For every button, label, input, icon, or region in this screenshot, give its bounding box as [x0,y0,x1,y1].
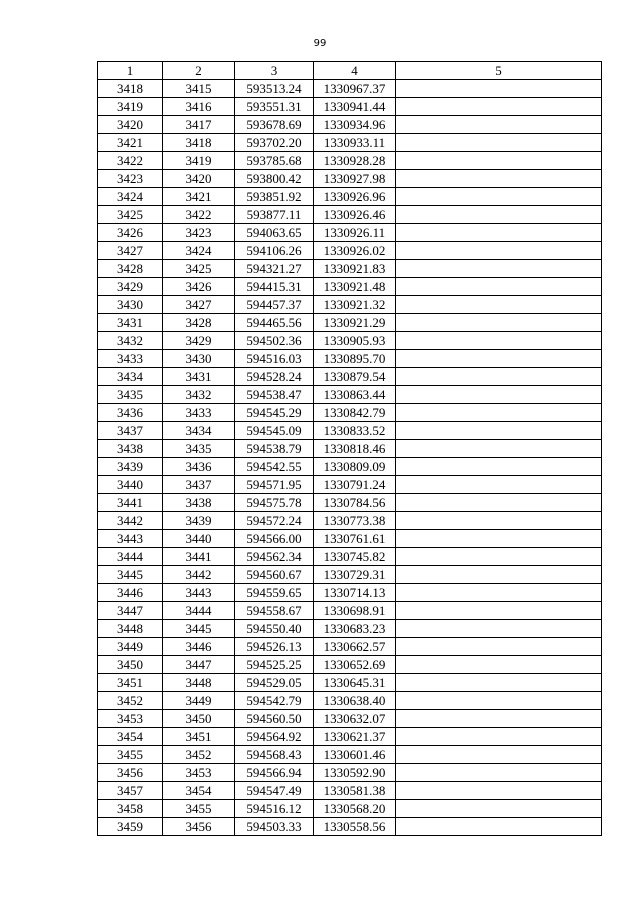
table-row [98,260,602,278]
table-cell-col-4: 1330683.23 [314,620,396,638]
table-cell-col-3: 593678.69 [235,116,314,134]
table-row [98,386,602,404]
table-cell-col-2: 3421 [163,188,235,206]
table-cell-col-1: 3447 [98,602,163,620]
table-row [98,692,602,710]
table-cell-col-1: 3443 [98,530,163,548]
table-cell-col-5 [396,350,602,368]
table-cell-col-1: 3418 [98,80,163,98]
table-row [98,476,602,494]
table-cell-col-1: 3453 [98,710,163,728]
table-cell-col-1: 3444 [98,548,163,566]
table-cell-col-5 [396,386,602,404]
table-cell-col-3: 594550.40 [235,620,314,638]
table-cell-col-4: 1330926.02 [314,242,396,260]
table-cell-col-3: 594516.03 [235,350,314,368]
table-cell-col-2: 3417 [163,116,235,134]
table-cell-col-3: 593513.24 [235,80,314,98]
table-cell-col-4: 1330773.38 [314,512,396,530]
table-cell-col-3: 594547.49 [235,782,314,800]
table-cell-col-5 [396,818,602,836]
table-cell-col-4: 1330729.31 [314,566,396,584]
table-row [98,620,602,638]
table-cell-col-2: 3432 [163,386,235,404]
table-row [98,584,602,602]
table-cell-col-4: 1330928.28 [314,152,396,170]
table-cell-col-2: 3422 [163,206,235,224]
table-cell-col-3: 594566.00 [235,530,314,548]
table-cell-col-5 [396,746,602,764]
table-row [98,314,602,332]
table-cell-col-1: 3436 [98,404,163,422]
header-cell-4: 4 [314,62,396,80]
table-cell-col-5 [396,476,602,494]
table-cell-col-4: 1330863.44 [314,386,396,404]
table-cell-col-2: 3435 [163,440,235,458]
table-cell-col-2: 3429 [163,332,235,350]
table-cell-col-5 [396,710,602,728]
table-cell-col-1: 3434 [98,368,163,386]
table-cell-col-1: 3430 [98,296,163,314]
table-cell-col-2: 3420 [163,170,235,188]
table-cell-col-1: 3433 [98,350,163,368]
table-cell-col-2: 3431 [163,368,235,386]
table-cell-col-3: 593851.92 [235,188,314,206]
table-cell-col-2: 3433 [163,404,235,422]
table-cell-col-1: 3437 [98,422,163,440]
table-cell-col-2: 3419 [163,152,235,170]
table-cell-col-2: 3445 [163,620,235,638]
table-cell-col-1: 3459 [98,818,163,836]
table-cell-col-2: 3437 [163,476,235,494]
header-cell-5: 5 [396,62,602,80]
table-cell-col-4: 1330662.57 [314,638,396,656]
table-cell-col-1: 3450 [98,656,163,674]
table-cell-col-1: 3446 [98,584,163,602]
table-cell-col-5 [396,422,602,440]
table-cell-col-3: 594571.95 [235,476,314,494]
table-cell-col-4: 1330921.29 [314,314,396,332]
table-cell-col-5 [396,152,602,170]
table-cell-col-5 [396,458,602,476]
table-cell-col-5 [396,512,602,530]
table-row [98,296,602,314]
table-row [98,170,602,188]
table-cell-col-5 [396,764,602,782]
table-cell-col-1: 3439 [98,458,163,476]
table-cell-col-4: 1330905.93 [314,332,396,350]
table-cell-col-2: 3440 [163,530,235,548]
table-cell-col-4: 1330967.37 [314,80,396,98]
table-cell-col-4: 1330745.82 [314,548,396,566]
table-cell-col-1: 3425 [98,206,163,224]
table-row [98,188,602,206]
header-cell-3: 3 [235,62,314,80]
table-cell-col-5 [396,314,602,332]
table-row [98,782,602,800]
table-cell-col-2: 3451 [163,728,235,746]
table-cell-col-2: 3436 [163,458,235,476]
table-cell-col-3: 594538.79 [235,440,314,458]
table-cell-col-3: 593551.31 [235,98,314,116]
table-row [98,512,602,530]
table-cell-col-3: 594564.92 [235,728,314,746]
header-cell-1: 1 [98,62,163,80]
table-cell-col-3: 594063.65 [235,224,314,242]
table-cell-col-1: 3427 [98,242,163,260]
table-cell-col-1: 3455 [98,746,163,764]
table-cell-col-3: 594502.36 [235,332,314,350]
table-cell-col-2: 3450 [163,710,235,728]
table-cell-col-3: 594503.33 [235,818,314,836]
table-cell-col-4: 1330645.31 [314,674,396,692]
table-cell-col-5 [396,566,602,584]
table-cell-col-5 [396,80,602,98]
table-cell-col-5 [396,530,602,548]
table-cell-col-1: 3424 [98,188,163,206]
table-cell-col-1: 3431 [98,314,163,332]
table-row [98,134,602,152]
table-cell-col-2: 3425 [163,260,235,278]
table-cell-col-3: 593702.20 [235,134,314,152]
table-cell-col-1: 3432 [98,332,163,350]
table-cell-col-5 [396,242,602,260]
table-cell-col-2: 3454 [163,782,235,800]
table-row [98,818,602,836]
table-row [98,278,602,296]
table-cell-col-5 [396,170,602,188]
table-cell-col-4: 1330833.52 [314,422,396,440]
table-cell-col-2: 3448 [163,674,235,692]
table-cell-col-4: 1330941.44 [314,98,396,116]
table-row [98,98,602,116]
table-cell-col-1: 3428 [98,260,163,278]
table-cell-col-4: 1330592.90 [314,764,396,782]
table-cell-col-3: 594528.24 [235,368,314,386]
table-row [98,206,602,224]
table-cell-col-3: 594516.12 [235,800,314,818]
table-cell-col-4: 1330809.09 [314,458,396,476]
table-row [98,602,602,620]
table-cell-col-1: 3419 [98,98,163,116]
table-row [98,116,602,134]
table-row [98,422,602,440]
table-cell-col-3: 594465.56 [235,314,314,332]
table-row [98,548,602,566]
table-row [98,332,602,350]
table-cell-col-2: 3434 [163,422,235,440]
table-cell-col-3: 593785.68 [235,152,314,170]
table-cell-col-3: 594545.29 [235,404,314,422]
coordinates-table [97,61,602,836]
table-cell-col-4: 1330927.98 [314,170,396,188]
table-cell-col-1: 3448 [98,620,163,638]
table-row [98,80,602,98]
header-row [98,62,602,80]
table-row [98,440,602,458]
table-cell-col-1: 3445 [98,566,163,584]
table-cell-col-2: 3439 [163,512,235,530]
table-row [98,566,602,584]
table-cell-col-4: 1330926.11 [314,224,396,242]
table-cell-col-4: 1330714.13 [314,584,396,602]
table-cell-col-1: 3429 [98,278,163,296]
table-cell-col-2: 3426 [163,278,235,296]
table-row [98,656,602,674]
table-cell-col-1: 3435 [98,386,163,404]
table-cell-col-5 [396,602,602,620]
table-cell-col-2: 3438 [163,494,235,512]
table-cell-col-2: 3452 [163,746,235,764]
table-cell-col-5 [396,368,602,386]
table-cell-col-2: 3416 [163,98,235,116]
table-cell-col-5 [396,332,602,350]
table-row [98,530,602,548]
table-cell-col-3: 594575.78 [235,494,314,512]
table-cell-col-1: 3423 [98,170,163,188]
table-cell-col-4: 1330784.56 [314,494,396,512]
table-cell-col-3: 593877.11 [235,206,314,224]
table-cell-col-5 [396,584,602,602]
table-cell-col-2: 3453 [163,764,235,782]
table-row [98,152,602,170]
table-cell-col-4: 1330921.83 [314,260,396,278]
table-cell-col-5 [396,656,602,674]
table-cell-col-2: 3442 [163,566,235,584]
table-cell-col-3: 594560.67 [235,566,314,584]
table-cell-col-3: 594321.27 [235,260,314,278]
table-cell-col-4: 1330842.79 [314,404,396,422]
table-cell-col-1: 3421 [98,134,163,152]
page-number: 99 [313,38,327,49]
table-cell-col-4: 1330895.70 [314,350,396,368]
table-cell-col-4: 1330879.54 [314,368,396,386]
table-cell-col-2: 3423 [163,224,235,242]
table-cell-col-3: 594566.94 [235,764,314,782]
header-cell-2: 2 [163,62,235,80]
table-row [98,638,602,656]
table-cell-col-5 [396,404,602,422]
table-cell-col-4: 1330934.96 [314,116,396,134]
table-cell-col-2: 3415 [163,80,235,98]
table-cell-col-4: 1330652.69 [314,656,396,674]
table-cell-col-1: 3420 [98,116,163,134]
table-cell-col-4: 1330791.24 [314,476,396,494]
table-cell-col-5 [396,296,602,314]
table-cell-col-2: 3443 [163,584,235,602]
table-cell-col-1: 3457 [98,782,163,800]
table-cell-col-3: 594559.65 [235,584,314,602]
table-cell-col-1: 3442 [98,512,163,530]
table-cell-col-1: 3456 [98,764,163,782]
table-cell-col-3: 594538.47 [235,386,314,404]
table-cell-col-5 [396,116,602,134]
table-row [98,800,602,818]
table-cell-col-3: 594526.13 [235,638,314,656]
table-cell-col-5 [396,134,602,152]
table-cell-col-1: 3451 [98,674,163,692]
table-cell-col-2: 3430 [163,350,235,368]
table-cell-col-3: 594415.31 [235,278,314,296]
table-cell-col-2: 3456 [163,818,235,836]
table-row [98,368,602,386]
table-cell-col-3: 594545.09 [235,422,314,440]
table-cell-col-2: 3441 [163,548,235,566]
table-cell-col-3: 593800.42 [235,170,314,188]
table-cell-col-3: 594562.34 [235,548,314,566]
table-body [98,80,602,836]
table-row [98,674,602,692]
table-cell-col-2: 3449 [163,692,235,710]
table-cell-col-5 [396,206,602,224]
table-cell-col-3: 594542.79 [235,692,314,710]
table-row [98,494,602,512]
table-cell-col-5 [396,692,602,710]
table-cell-col-2: 3455 [163,800,235,818]
table-cell-col-5 [396,548,602,566]
table-cell-col-4: 1330601.46 [314,746,396,764]
table-cell-col-1: 3441 [98,494,163,512]
table-cell-col-4: 1330926.46 [314,206,396,224]
table-cell-col-2: 3447 [163,656,235,674]
table-cell-col-5 [396,98,602,116]
table-cell-col-3: 594525.25 [235,656,314,674]
table-row [98,404,602,422]
table-cell-col-5 [396,224,602,242]
table-row [98,350,602,368]
table-row [98,710,602,728]
table-cell-col-1: 3422 [98,152,163,170]
table-cell-col-1: 3440 [98,476,163,494]
table-row [98,458,602,476]
table-cell-col-4: 1330581.38 [314,782,396,800]
table-cell-col-1: 3438 [98,440,163,458]
table-cell-col-3: 594558.67 [235,602,314,620]
table-cell-col-3: 594529.05 [235,674,314,692]
table-cell-col-5 [396,260,602,278]
table-row [98,746,602,764]
table-cell-col-5 [396,278,602,296]
table-header [98,62,602,80]
table-cell-col-5 [396,674,602,692]
table-cell-col-3: 594542.55 [235,458,314,476]
table-cell-col-5 [396,782,602,800]
table-cell-col-5 [396,440,602,458]
table-cell-col-5 [396,638,602,656]
table-cell-col-4: 1330926.96 [314,188,396,206]
table-row [98,242,602,260]
table-cell-col-5 [396,620,602,638]
table-cell-col-2: 3418 [163,134,235,152]
table-cell-col-3: 594106.26 [235,242,314,260]
table-cell-col-1: 3426 [98,224,163,242]
table-cell-col-5 [396,494,602,512]
table-cell-col-3: 594572.24 [235,512,314,530]
table-cell-col-1: 3452 [98,692,163,710]
table-cell-col-2: 3428 [163,314,235,332]
table-cell-col-3: 594457.37 [235,296,314,314]
table-cell-col-1: 3454 [98,728,163,746]
table-cell-col-4: 1330933.11 [314,134,396,152]
table-row [98,224,602,242]
table-row [98,728,602,746]
table-cell-col-5 [396,800,602,818]
table-cell-col-4: 1330698.91 [314,602,396,620]
table-cell-col-4: 1330558.56 [314,818,396,836]
table-cell-col-2: 3424 [163,242,235,260]
table-cell-col-2: 3446 [163,638,235,656]
table-cell-col-3: 594568.43 [235,746,314,764]
table-cell-col-1: 3458 [98,800,163,818]
table-cell-col-5 [396,188,602,206]
table-cell-col-4: 1330921.48 [314,278,396,296]
table-cell-col-4: 1330638.40 [314,692,396,710]
table-cell-col-4: 1330761.61 [314,530,396,548]
table-cell-col-1: 3449 [98,638,163,656]
table-row [98,764,602,782]
table-cell-col-4: 1330621.37 [314,728,396,746]
table-cell-col-2: 3444 [163,602,235,620]
table-cell-col-3: 594560.50 [235,710,314,728]
table-cell-col-4: 1330568.20 [314,800,396,818]
table-cell-col-5 [396,728,602,746]
table-cell-col-4: 1330632.07 [314,710,396,728]
table-cell-col-4: 1330921.32 [314,296,396,314]
table-cell-col-4: 1330818.46 [314,440,396,458]
table-cell-col-2: 3427 [163,296,235,314]
